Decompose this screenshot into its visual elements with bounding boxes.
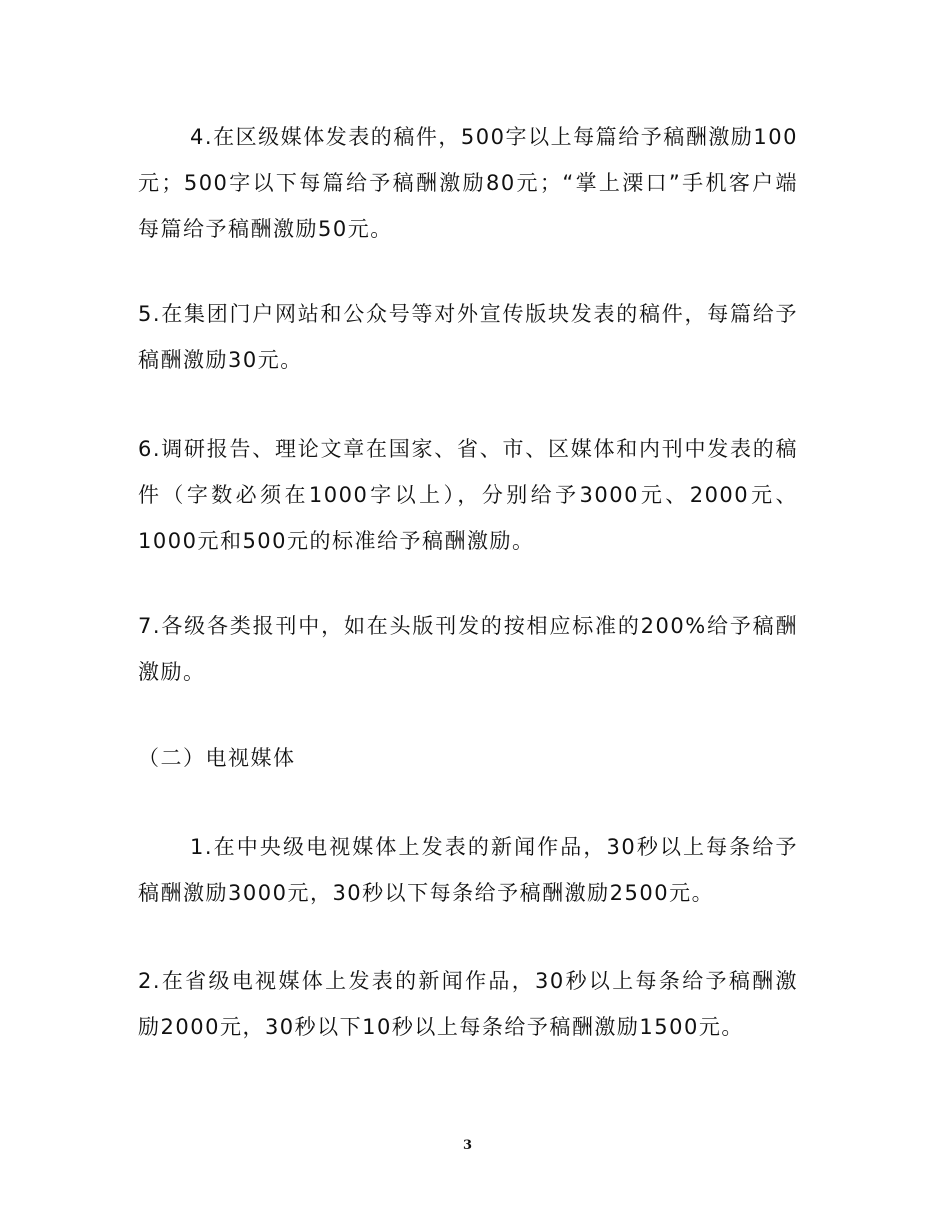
paragraph-group-website: 5.在集团门户网站和公众号等对外宣传版块发表的稿件，每篇给予稿酬激励30元。: [138, 302, 798, 372]
page-number: 3: [462, 1138, 473, 1153]
section-heading-tv-media: （二）电视媒体: [138, 746, 296, 770]
paragraph-district-media: 4.在区级媒体发表的稿件，500字以上每篇给予稿酬激励100元；500字以下每篇给予稿酬激励80元；“掌上溧口”手机客户端每篇给予稿酬激励50元。: [138, 125, 798, 241]
paragraph-front-page: 7.各级各类报刊中，如在头版刊发的按相应标准的200%给予稿酬激励。: [138, 614, 798, 684]
paragraph-central-tv: 1.在中央级电视媒体上发表的新闻作品，30秒以上每条给予稿酬激励3000元，30秒以下每条给予稿酬激励2500元。: [138, 835, 798, 905]
paragraph-provincial-tv: 2.在省级电视媒体上发表的新闻作品，30秒以上每条给予稿酬激励2000元，30秒以下10秒以上每条给予稿酬激励1500元。: [138, 969, 798, 1039]
paragraph-research-reports: 6.调研报告、理论文章在国家、省、市、区媒体和内刊中发表的稿件（字数必须在1000字以上），分别给予3000元、2000元、1000元和500元的标准给予稿酬激励。: [138, 437, 798, 553]
